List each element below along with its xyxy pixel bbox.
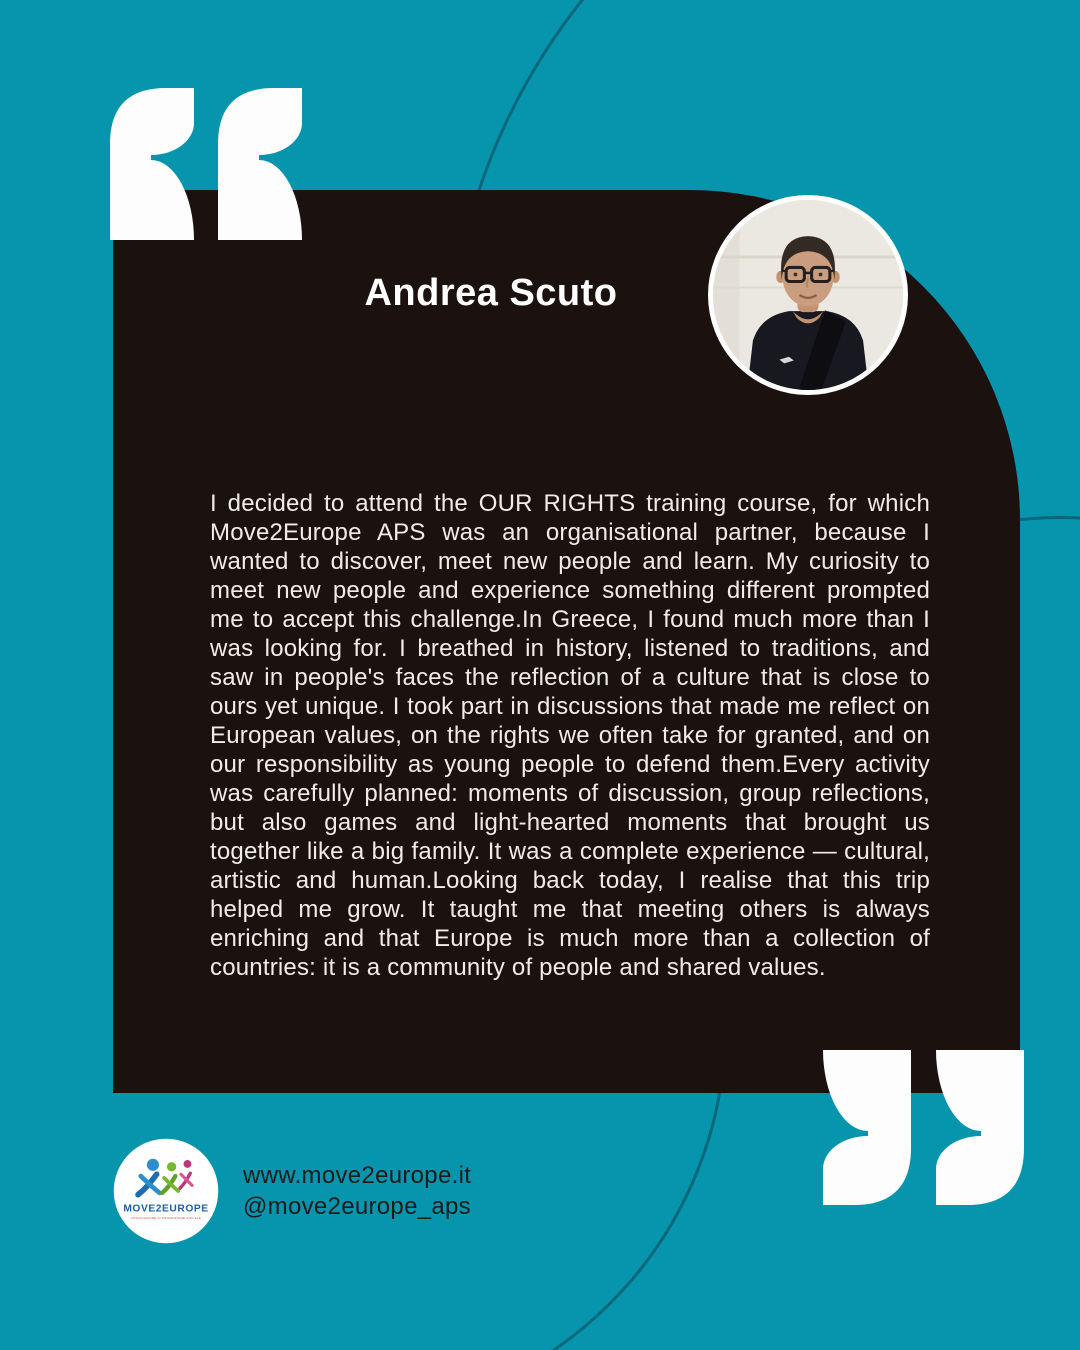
- footer-contact-block: [243, 1160, 471, 1222]
- avatar: [708, 195, 908, 395]
- testimonial-text: I decided to attend the OUR RIGHTS training course, for which Move2Europe APS was an organisational partner, because I wanted to discover, meet new people and learn. My curiosity to meet new people and experience something different prompted me to accept this challenge.In Greece, I found much more than I was looking for. I breathed in history, listened to traditions, and saw in people's faces the reflection of a culture that is close to ours yet unique. I took part in discussions that made me reflect on European values, on the rights we often take for granted, and on our responsibility as young people to defend them.Every activity was carefully planned: moments of discussion, group reflections, but also games and light-hearted moments that brought us together like a big family. It was a complete experience — cultural, artistic and human.Looking back today, I realise that this trip helped me grow. It taught me that meeting others is always enriching and that Europe is much more than a collection of countries: it is a community of people and shared values.: [210, 490, 930, 981]
- quote-close-icon: [823, 1050, 1024, 1205]
- decorative-arc-right: [1020, 430, 1080, 680]
- instagram-handle: @move2europe_aps: [243, 1193, 471, 1220]
- portrait-photo: [713, 200, 903, 390]
- decorative-circle: [1020, 516, 1080, 680]
- website-url: www.move2europe.it: [243, 1162, 472, 1189]
- person-name: Andrea Scuto: [364, 272, 618, 314]
- move2europe-logo: [110, 1135, 222, 1247]
- logo-tagline: ASSOCIAZIONE DI PROMOZIONE SOCIALE: [130, 1216, 202, 1220]
- logo-text: MOVE2EUROPE: [123, 1203, 209, 1215]
- quote-open-icon: [110, 88, 302, 240]
- decorative-circle: [446, 0, 1080, 190]
